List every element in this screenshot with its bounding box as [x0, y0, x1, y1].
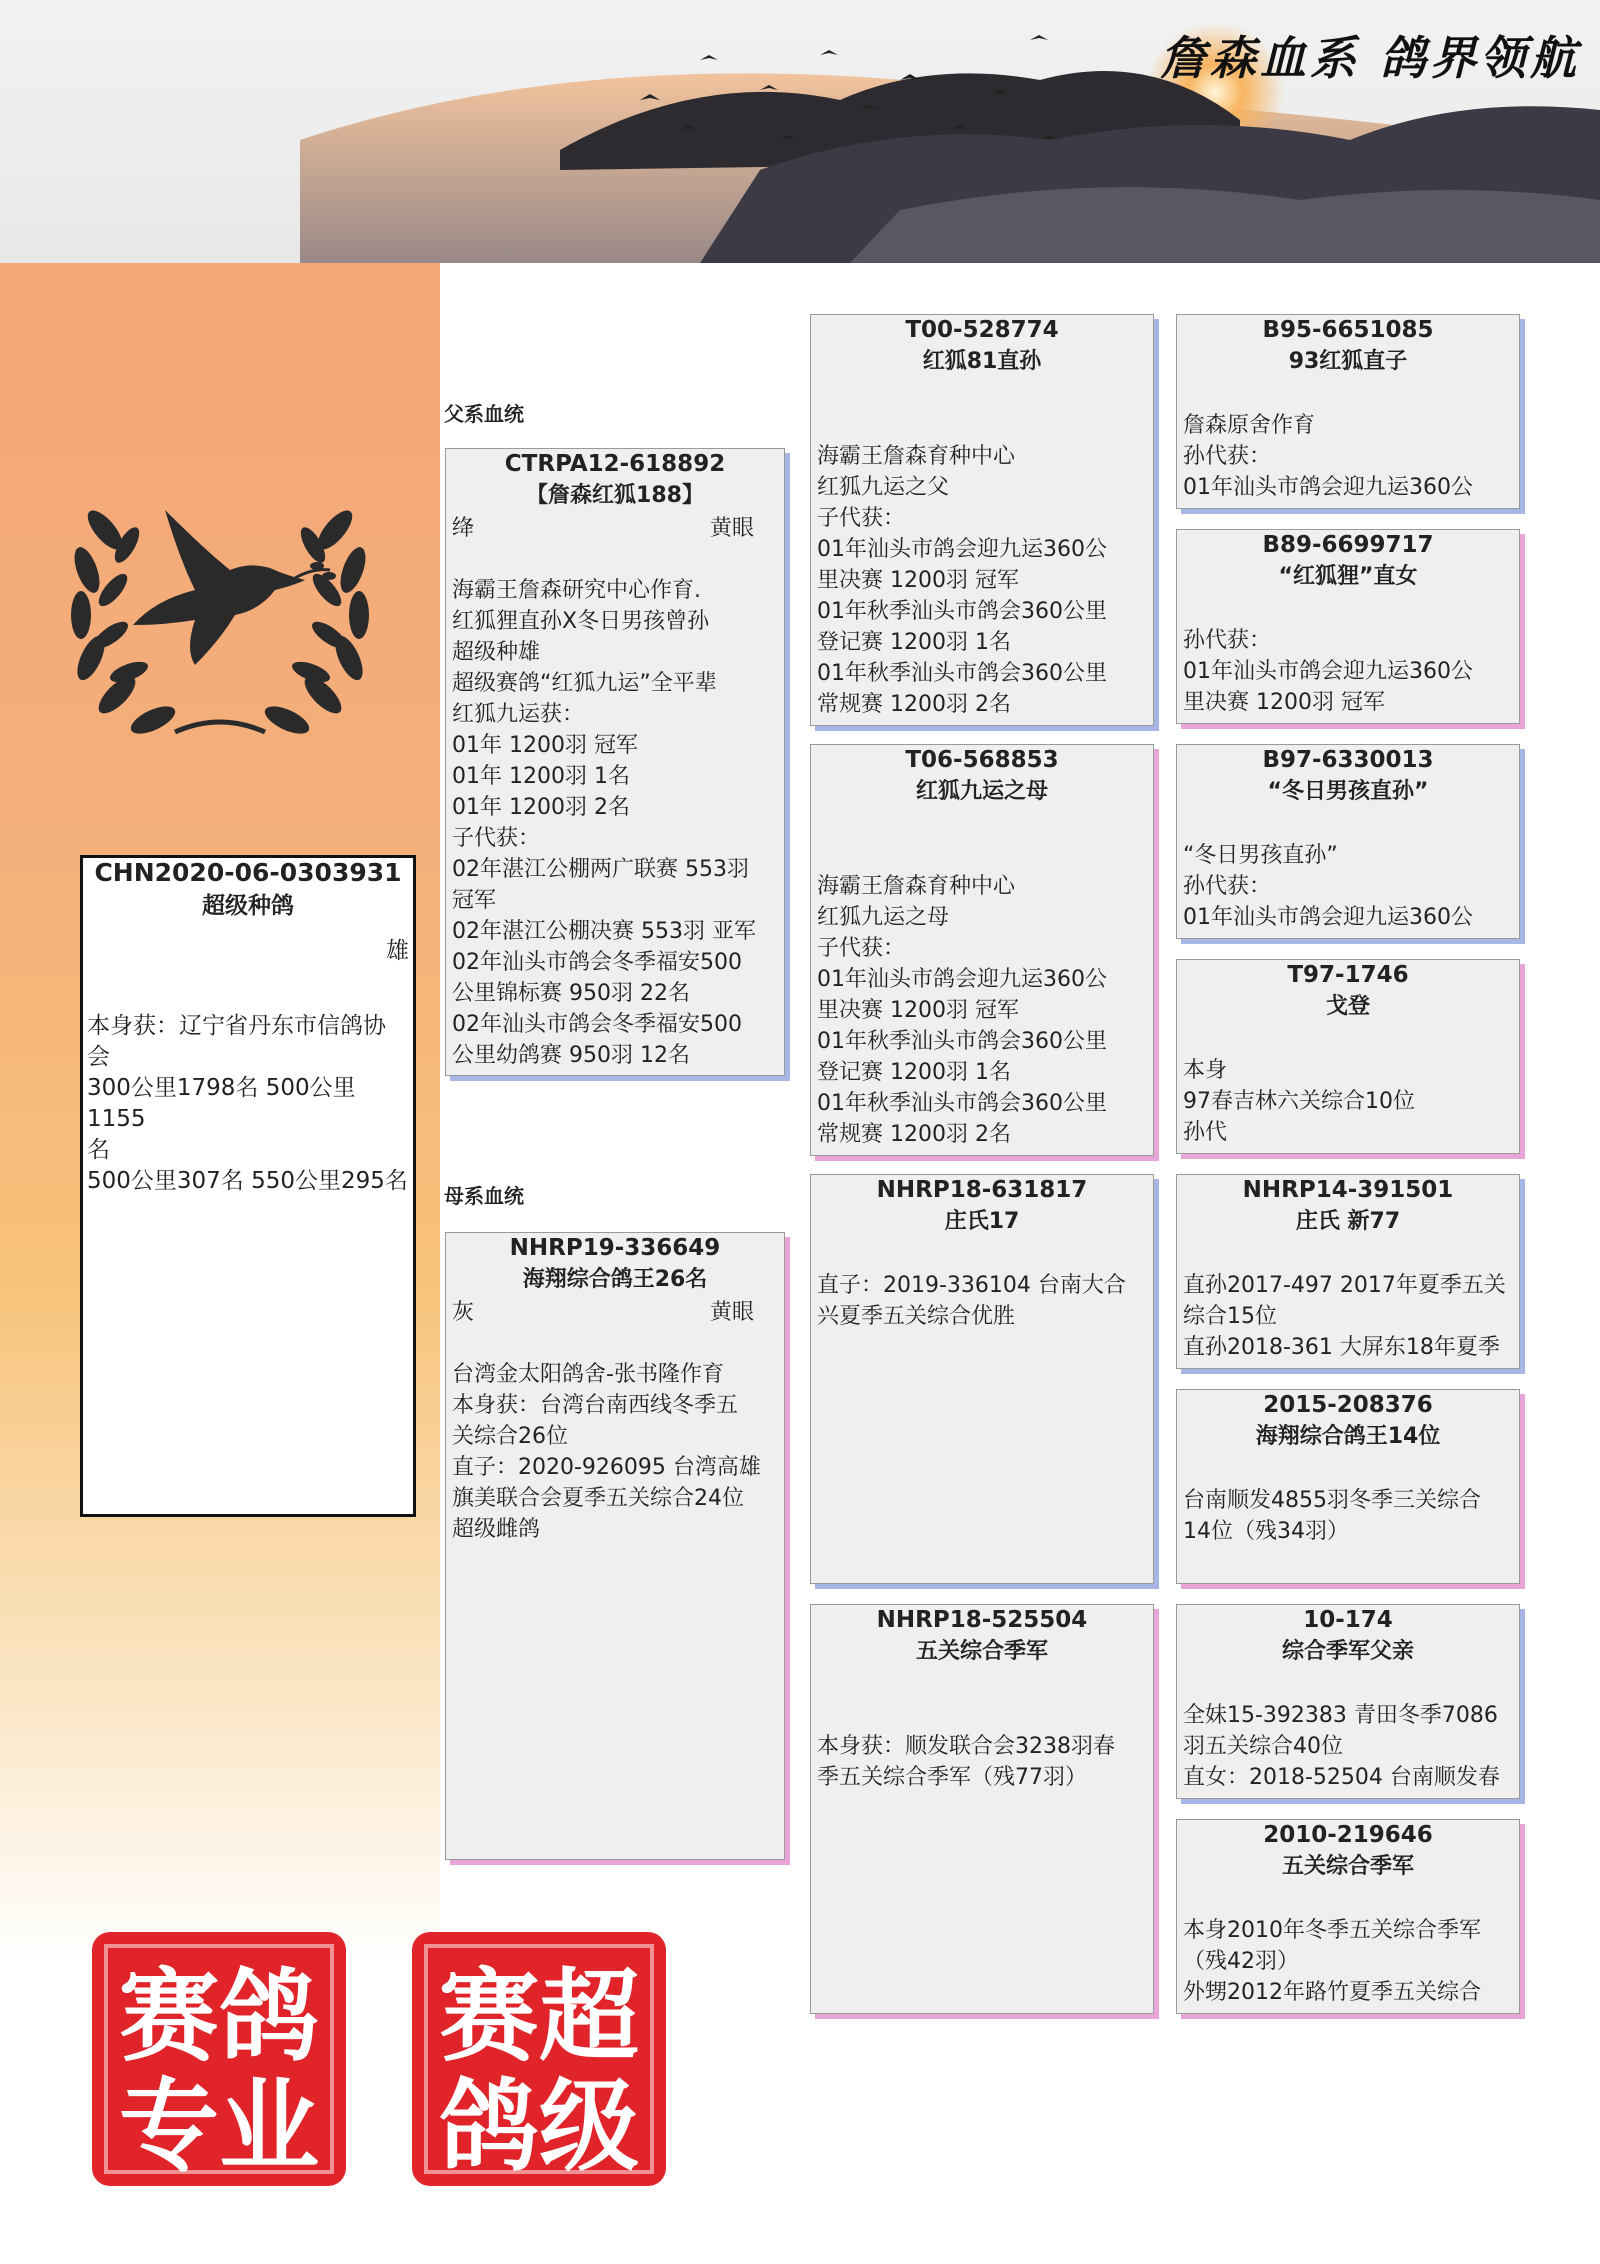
card-line: 常规赛 1200羽 2名: [817, 692, 1011, 717]
card-line: 本身获：顺发联合会3238羽春: [817, 1734, 1115, 1759]
card-line: 超级雌鸽: [452, 1517, 541, 1542]
svg-text:赛: 赛: [439, 1957, 539, 2075]
card-line: 红狐九运获：: [452, 702, 585, 727]
card-line: 01年汕头市鸽会迎九运360公: [817, 537, 1107, 562]
sss-card: [1176, 314, 1520, 509]
card-line: 里决赛 1200羽 冠军: [1183, 690, 1385, 715]
card-name: 红狐81直孙: [922, 349, 1042, 374]
seal-stamp-left-icon: [88, 1928, 350, 2190]
card-line: “冬日男孩直孙”: [1183, 843, 1338, 868]
card-line: 登记赛 1200羽 1名: [817, 1060, 1011, 1085]
card-line: 01年 1200羽 2名: [452, 795, 630, 820]
card-name: “红狐狸”直女: [1278, 564, 1418, 589]
card-name: 五关综合季军: [1281, 1854, 1414, 1879]
card-line: 01年秋季汕头市鸽会360公里: [817, 1091, 1107, 1116]
card-meta: [452, 1297, 778, 1328]
card-line: 台南顺发4855羽冬季三关综合: [1183, 1488, 1481, 1513]
card-line: 直女：2018-52504 台南顺发春: [1183, 1765, 1500, 1790]
card-meta: [452, 513, 778, 544]
card-line: 海霸王詹森研究中心作育.: [452, 578, 701, 603]
card-name: 庄氏17: [944, 1209, 1020, 1234]
card-line: 01年 1200羽 1名: [452, 764, 630, 789]
card-line: 孙代获：: [1183, 444, 1272, 469]
subject-line: 300公里1798名 500公里1155: [87, 1075, 356, 1132]
svg-text:超: 超: [539, 1957, 639, 2075]
dsd-card: [1176, 1389, 1520, 1584]
card-name: “冬日男孩直孙”: [1267, 779, 1429, 804]
card-line: 台湾金太阳鸽舍-张书隆作育: [452, 1362, 724, 1387]
sire-sire-card: [810, 314, 1154, 726]
card-ring-number: T97-1746: [1287, 962, 1409, 988]
card-line: 01年汕头市鸽会迎九运360公: [817, 967, 1107, 992]
card-name: 海翔综合鸽王14位: [1255, 1424, 1441, 1449]
subject-line: 名: [87, 1137, 110, 1163]
card-line: 超级赛鸽“红狐九运”全平辈: [452, 671, 717, 696]
subject-achievements: [87, 1011, 409, 1197]
card-name: 庄氏 新77: [1295, 1209, 1401, 1234]
svg-text:赛: 赛: [119, 1957, 219, 2075]
maternal-section-label: 母系血统: [444, 1184, 524, 1208]
card-ring-number: CTRPA12-618892: [504, 451, 726, 477]
card-ring-number: NHRP18-631817: [876, 1177, 1088, 1203]
card-line: 红狐狸直孙X冬日男孩曾孙: [452, 609, 710, 634]
card-line: 本身获：台湾台南西线冬季五: [452, 1393, 739, 1418]
sire-dam-card: [810, 744, 1154, 1156]
subject-sex: 雄: [386, 938, 409, 964]
card-name: 综合季军父亲: [1281, 1639, 1414, 1664]
card-line: 季五关综合季军（残77羽）: [817, 1765, 1087, 1790]
card-line: 詹森原舍作育: [1183, 413, 1316, 438]
card-line: 直子：2020-926095 台湾高雄: [452, 1455, 761, 1480]
card-ring-number: B95-6651085: [1262, 317, 1434, 343]
svg-text:级: 级: [539, 2067, 639, 2185]
card-line: 综合15位: [1183, 1304, 1277, 1329]
ddd-card: [1176, 1819, 1520, 2014]
dam-dam-card: [810, 1604, 1154, 2014]
card-line: 里决赛 1200羽 冠军: [817, 998, 1019, 1023]
card-line: 全妹15-392383 青田冬季7086: [1183, 1703, 1498, 1728]
card-ring-number: T00-528774: [905, 317, 1059, 343]
card-line: 孙代获：: [1183, 874, 1272, 899]
header-banner: [0, 0, 1600, 263]
card-line: 子代获：: [817, 936, 906, 961]
card-ring-number: B89-6699717: [1262, 532, 1434, 558]
card-line: 02年汕头市鸽会冬季福安500: [452, 1012, 742, 1037]
card-ring-number: 10-174: [1303, 1607, 1393, 1633]
sire-card: [445, 448, 785, 1076]
card-line: 直子：2019-336104 台南大合: [817, 1273, 1126, 1298]
seal-stamp-right-icon: [408, 1928, 670, 2190]
card-line: 海霸王詹森育种中心: [817, 874, 1016, 899]
card-ring-number: 2015-208376: [1263, 1392, 1433, 1418]
card-line: 子代获：: [817, 506, 906, 531]
card-line: 旗美联合会夏季五关综合24位: [452, 1486, 744, 1511]
card-ring-number: NHRP18-525504: [876, 1607, 1088, 1633]
card-line: 超级种雄: [452, 640, 541, 665]
card-line: 孙代获：: [1183, 628, 1272, 653]
card-ring-number: NHRP14-391501: [1242, 1177, 1454, 1203]
card-line: 本身2010年冬季五关综合季军: [1183, 1918, 1481, 1943]
card-line: 01年秋季汕头市鸽会360公里: [817, 661, 1107, 686]
card-line: 外甥2012年路竹夏季五关综合: [1183, 1980, 1481, 2005]
card-name: 五关综合季军: [915, 1639, 1048, 1664]
card-line: 冠军: [452, 888, 497, 913]
subject-line: 500公里307名 550公里295名: [87, 1168, 408, 1194]
card-line: 红狐九运之父: [817, 475, 950, 500]
paternal-section-label: 父系血统: [444, 402, 524, 426]
card-line: 公里锦标赛 950羽 22名: [452, 981, 690, 1006]
card-line: 直孙2017-497 2017年夏季五关: [1183, 1273, 1506, 1298]
card-color: 灰: [452, 1300, 475, 1325]
card-line: 14位（残34羽）: [1183, 1519, 1349, 1544]
card-ring-number: 2010-219646: [1263, 1822, 1433, 1848]
card-line: 常规赛 1200羽 2名: [817, 1122, 1011, 1147]
dss-card: [1176, 1174, 1520, 1369]
card-line: 登记赛 1200羽 1名: [817, 630, 1011, 655]
card-eye: 黄眼: [709, 1300, 754, 1325]
card-line: 子代获：: [452, 826, 541, 851]
card-name: 93红狐直子: [1288, 349, 1408, 374]
card-line: 97春吉林六关综合10位: [1183, 1089, 1415, 1114]
card-line: 公里幼鸽赛 950羽 12名: [452, 1043, 690, 1068]
card-line: 01年汕头市鸽会迎九运360公: [1183, 475, 1473, 500]
sdd-card: [1176, 959, 1520, 1154]
card-ring-number: T06-568853: [905, 747, 1059, 773]
svg-text:鸽: 鸽: [439, 2067, 539, 2185]
card-name: 戈登: [1325, 994, 1370, 1019]
card-line: 海霸王詹森育种中心: [817, 444, 1016, 469]
card-line: 直孙2018-361 大屏东18年夏季: [1183, 1335, 1500, 1360]
card-ring-number: B97-6330013: [1262, 747, 1434, 773]
card-line: 01年汕头市鸽会迎九运360公: [1183, 905, 1473, 930]
subject-title: 超级种鸽: [202, 893, 294, 919]
card-line: 02年湛江公棚两广联赛 553羽: [452, 857, 749, 882]
card-eye: 黄眼: [709, 516, 754, 541]
dam-card: [445, 1232, 785, 1860]
card-line: 02年湛江公棚决赛 553羽 亚军: [452, 919, 756, 944]
card-line: 里决赛 1200羽 冠军: [817, 568, 1019, 593]
card-line: 01年秋季汕头市鸽会360公里: [817, 1029, 1107, 1054]
dds-card: [1176, 1604, 1520, 1799]
card-line: 01年秋季汕头市鸽会360公里: [817, 599, 1107, 624]
card-line: 兴夏季五关综合优胜: [817, 1304, 1016, 1329]
ssd-card: [1176, 529, 1520, 724]
subject-line: 本身获：辽宁省丹东市信鸽协: [87, 1013, 386, 1039]
svg-text:鸽: 鸽: [219, 1957, 319, 2075]
card-name: 【詹森红狐188】: [526, 483, 704, 508]
subject-ring-number: CHN2020-06-0303931: [94, 858, 402, 887]
dam-sire-card: [810, 1174, 1154, 1584]
banner-slogan: 詹森血系 鸽界领航: [1159, 31, 1580, 85]
svg-text:业: 业: [219, 2067, 319, 2185]
svg-text:专: 专: [119, 2067, 219, 2185]
card-line: 02年汕头市鸽会冬季福安500: [452, 950, 742, 975]
card-line: 羽五关综合40位: [1183, 1734, 1343, 1759]
subject-line: 会: [87, 1044, 110, 1070]
card-line: 关综合26位: [452, 1424, 568, 1449]
card-color: 绛: [452, 516, 475, 541]
dove-laurel-logo-icon: [45, 450, 395, 750]
card-line: 01年汕头市鸽会迎九运360公: [1183, 659, 1473, 684]
card-name: 红狐九运之母: [915, 779, 1048, 804]
card-line: 红狐九运之母: [817, 905, 950, 930]
card-line: 01年 1200羽 冠军: [452, 733, 638, 758]
subject-pigeon-card: [80, 855, 416, 1517]
card-ring-number: NHRP19-336649: [509, 1235, 721, 1261]
sds-card: [1176, 744, 1520, 939]
card-line: 本身: [1183, 1058, 1228, 1083]
card-name: 海翔综合鸽王26名: [522, 1267, 708, 1292]
card-line: 孙代: [1183, 1120, 1228, 1145]
card-line: （残42羽）: [1183, 1949, 1299, 1974]
